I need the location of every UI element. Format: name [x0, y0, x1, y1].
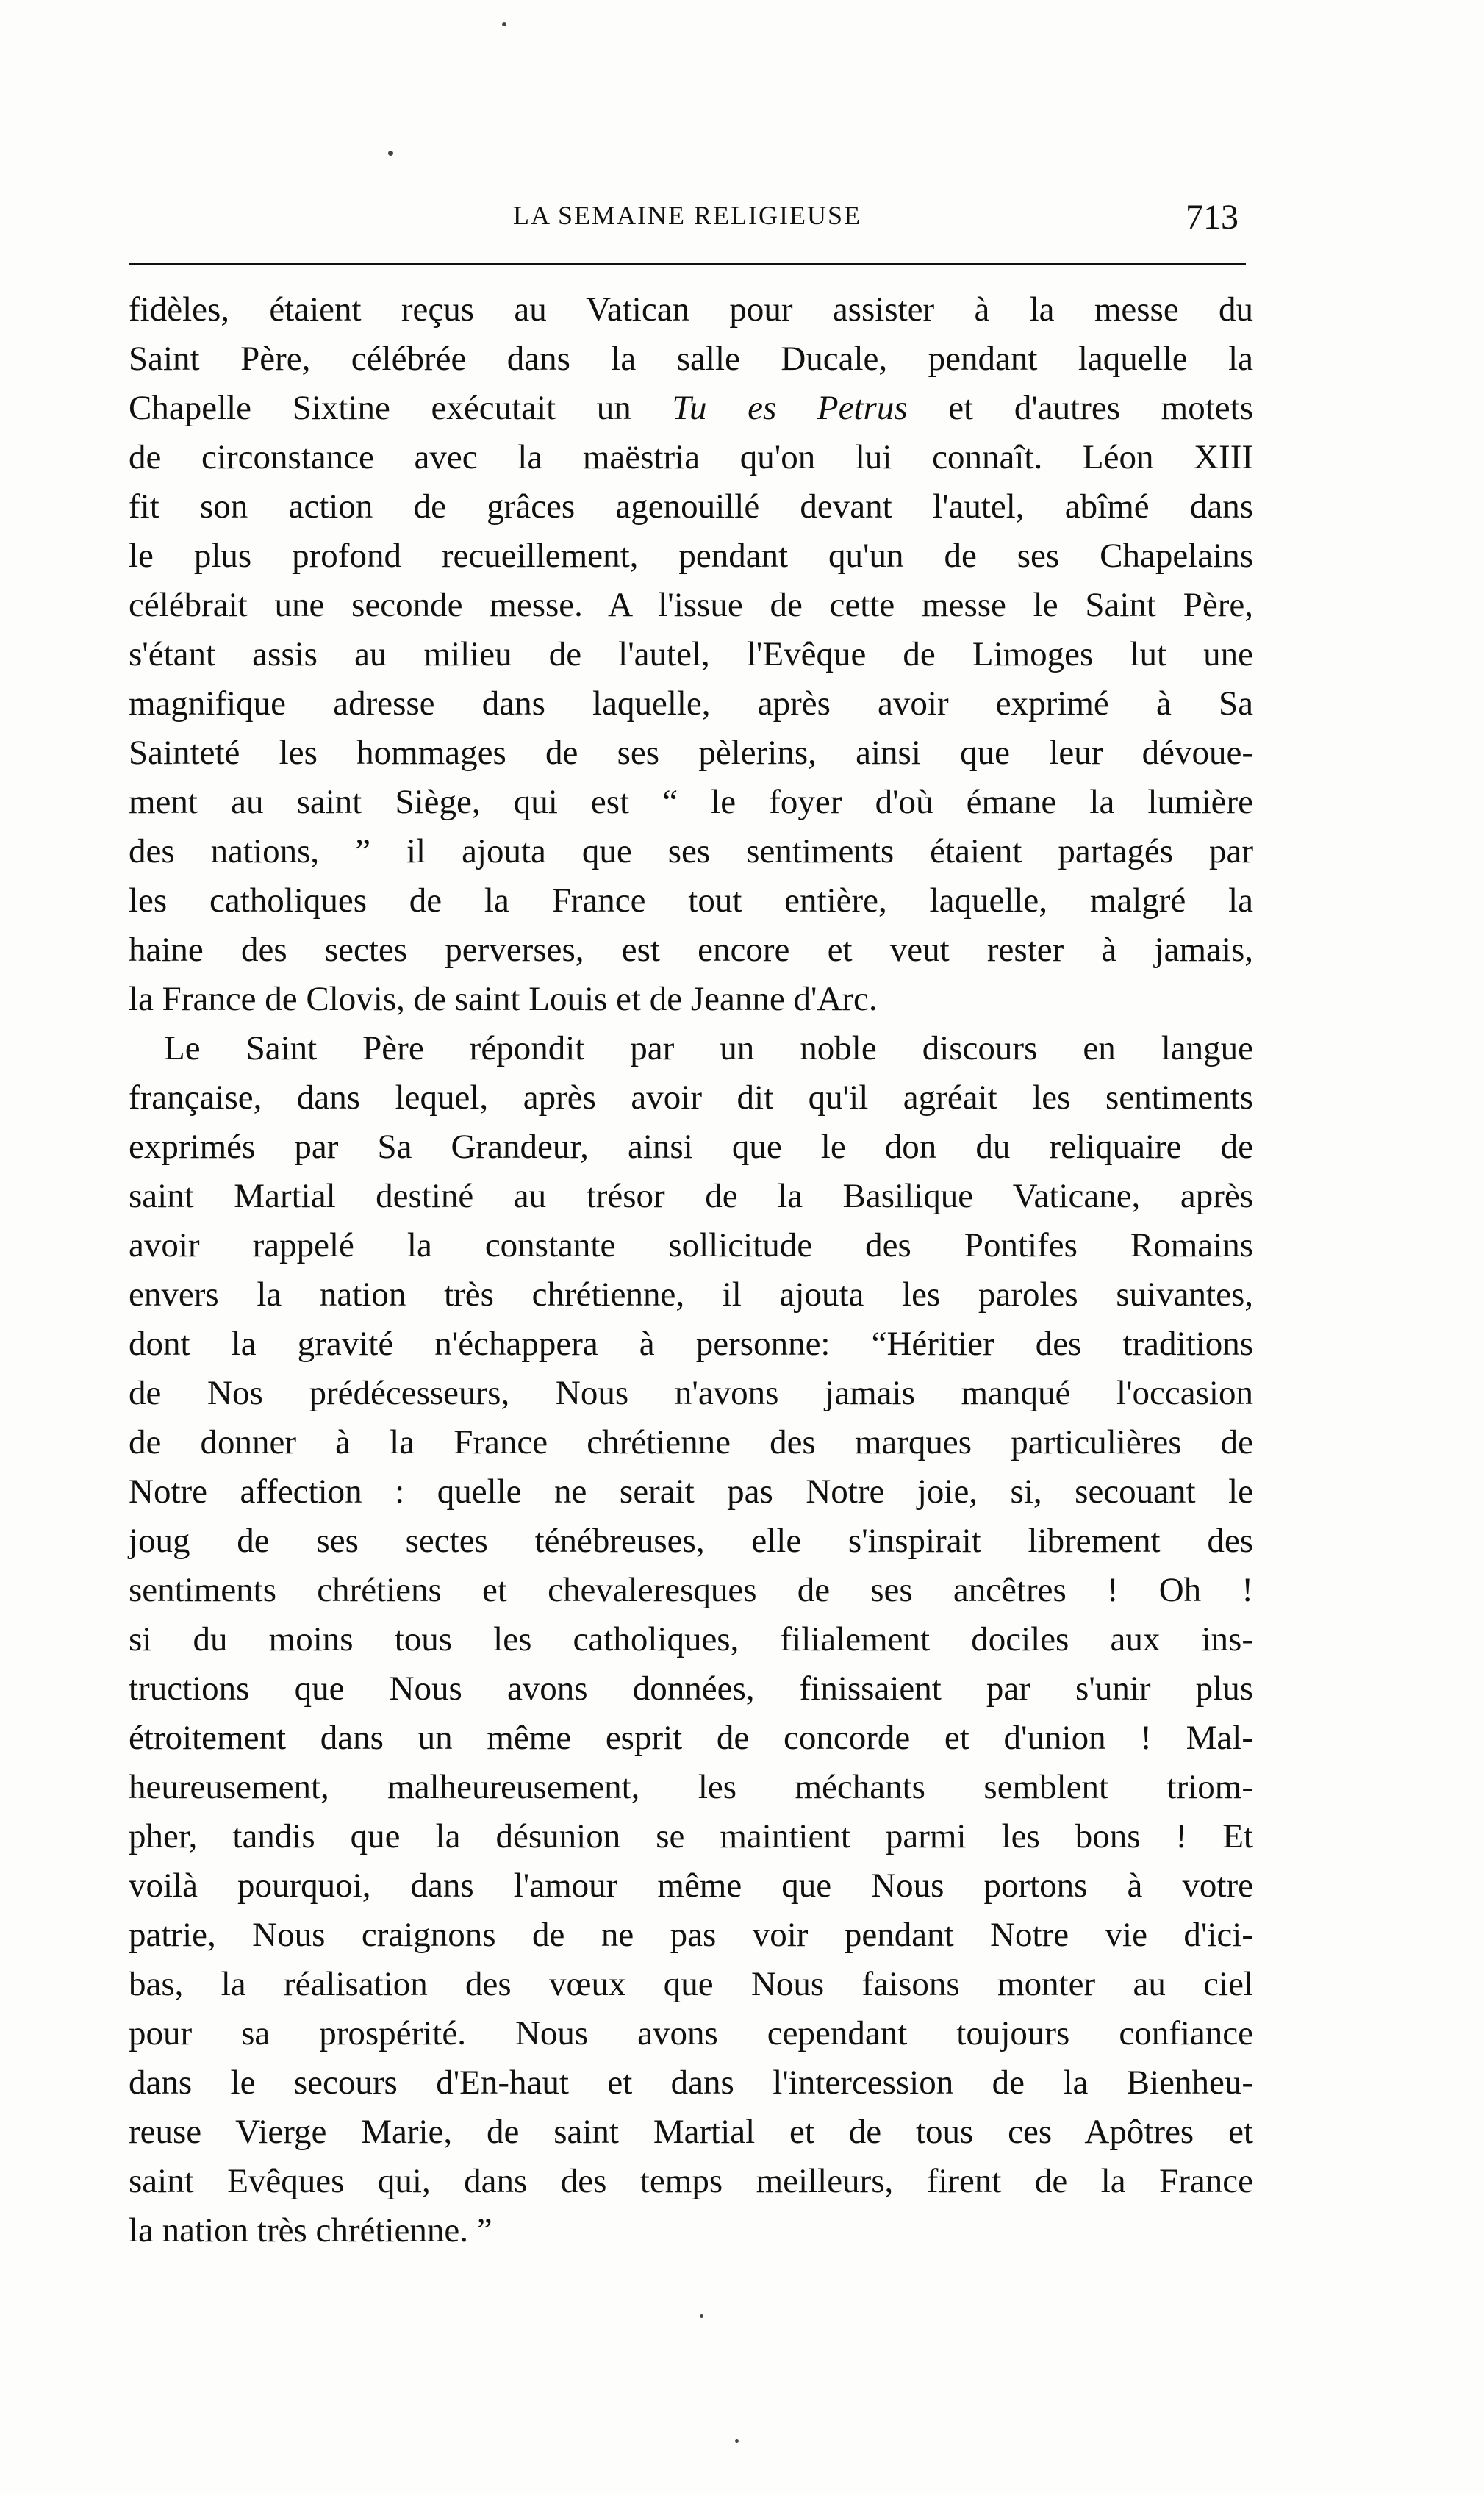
text-line: étroitement dans un même esprit de concorde et d'union ! Mal- — [129, 1719, 1253, 1757]
text-line: saint Evêques qui, dans des temps meilleurs, firent de la France — [129, 2162, 1253, 2200]
text-line: de donner à la France chrétienne des marques particulières de — [129, 1423, 1253, 1461]
text-line: la France de Clovis, de saint Louis et de Jeanne d'Arc. — [129, 980, 878, 1018]
text-line: le plus profond recueillement, pendant qu'un de ses Chapelains — [129, 537, 1253, 575]
text-line: les catholiques de la France tout entière, laquelle, malgré la — [129, 881, 1253, 920]
text-line: patrie, Nous craignons de ne pas voir pendant Notre vie d'ici- — [129, 1916, 1253, 1954]
text-line: voilà pourquoi, dans l'amour même que Nous portons à votre — [129, 1866, 1253, 1905]
text-line: bas, la réalisation des vœux que Nous faisons monter au ciel — [129, 1965, 1253, 2003]
text-line: heureusement, malheureusement, les méchants semblent triom- — [129, 1768, 1253, 1806]
text-line: s'étant assis au milieu de l'autel, l'Evêque de Limoges lut une — [129, 635, 1253, 673]
text-line: haine des sectes perverses, est encore et veut rester à jamais, — [129, 931, 1253, 969]
text-line: la nation très chrétienne. ” — [129, 2211, 492, 2249]
speck — [502, 22, 506, 26]
text-line: fit son action de grâces agenouillé devant l'autel, abîmé dans — [129, 487, 1253, 526]
text-line: magnifique adresse dans laquelle, après avoir exprimé à Sa — [129, 684, 1253, 723]
running-title: LA SEMAINE RELIGIEUSE — [513, 201, 861, 230]
text-line: joug de ses sectes ténébreuses, elle s'inspirait librement des — [129, 1522, 1253, 1560]
speck — [388, 151, 393, 156]
text-line: pher, tandis que la désunion se maintient parmi les bons ! Et — [129, 1817, 1253, 1855]
text-line: ment au saint Siège, qui est “ le foyer d'où émane la lumière — [129, 783, 1253, 821]
text-line: avoir rappelé la constante sollicitude des Pontifes Romains — [129, 1226, 1253, 1264]
text-line: envers la nation très chrétienne, il ajouta les paroles suivantes, — [129, 1275, 1253, 1314]
page-header — [129, 200, 1246, 244]
text-line: Notre affection : quelle ne serait pas Notre joie, si, secouant le — [129, 1472, 1253, 1511]
text-line: de circonstance avec la maëstria qu'on lui connaît. Léon XIII — [129, 438, 1253, 476]
text-line: Le Saint Père répondit par un noble discours en langue — [164, 1029, 1253, 1067]
speck — [700, 2314, 703, 2318]
text-line: Sainteté les hommages de ses pèlerins, ainsi que leur dévoue- — [129, 734, 1253, 772]
text-line: dont la gravité n'échappera à personne: “Héritier des traditions — [129, 1325, 1253, 1363]
text-line: sentiments chrétiens et chevaleresques de ses ancêtres ! Oh ! — [129, 1571, 1253, 1609]
text-line: dans le secours d'En-haut et dans l'intercession de la Bienheu- — [129, 2063, 1253, 2102]
text-line: célébrait une seconde messe. A l'issue de cette messe le Saint Père, — [129, 586, 1253, 624]
text-line: fidèles, étaient reçus au Vatican pour assister à la messe du — [129, 290, 1253, 329]
text-line: pour sa prospérité. Nous avons cependant toujours confiance — [129, 2014, 1253, 2052]
header-rule — [129, 263, 1246, 265]
text-line: des nations, ” il ajouta que ses sentiments étaient partagés par — [129, 832, 1253, 870]
paragraph — [129, 285, 1253, 1024]
text-line: tructions que Nous avons données, finissaient par s'unir plus — [129, 1669, 1253, 1708]
text-line: Chapelle Sixtine exécutait un Tu es Petrus et d'autres motets — [129, 389, 1253, 427]
text-line: exprimés par Sa Grandeur, ainsi que le don du reliquaire de — [129, 1128, 1253, 1166]
text-line: si du moins tous les catholiques, filialement dociles aux ins- — [129, 1620, 1253, 1658]
text-line: Saint Père, célébrée dans la salle Ducale, pendant laquelle la — [129, 340, 1253, 378]
text-line: saint Martial destiné au trésor de la Basilique Vaticane, après — [129, 1177, 1253, 1215]
page-number: 713 — [1186, 198, 1239, 237]
paragraph — [129, 1024, 1253, 2255]
italic-title: Tu es Petrus — [672, 389, 908, 427]
text-line: de Nos prédécesseurs, Nous n'avons jamais manqué l'occasion — [129, 1374, 1253, 1412]
text-line: reuse Vierge Marie, de saint Martial et de tous ces Apôtres et — [129, 2113, 1253, 2151]
text-line: française, dans lequel, après avoir dit qu'il agréait les sentiments — [129, 1078, 1253, 1117]
body-text — [129, 285, 1253, 2255]
speck — [735, 2439, 739, 2443]
